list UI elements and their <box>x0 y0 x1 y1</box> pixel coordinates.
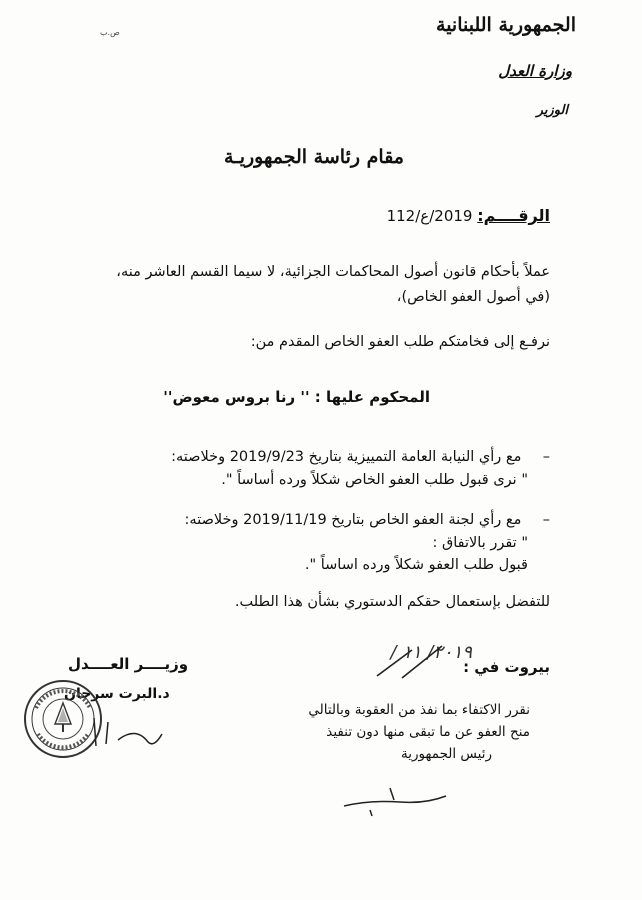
handwritten-date-stroke <box>372 638 472 688</box>
place-date-label: بيروت في : <box>463 658 550 676</box>
convict-name-line: المحكوم عليها : '' رنا بروس معوض'' <box>163 388 430 406</box>
minister-signature <box>88 712 168 754</box>
header-minister: الوزير <box>536 103 568 118</box>
president-decision-line-1: نقرر الاكتفاء بما نفذ من العقوبة وبالتالي <box>308 702 530 718</box>
opinion-2-line-1 <box>185 512 550 528</box>
opinion-1-text: مع رأي النيابة العامة التمييزية بتاريخ 2019/9/23 وخلاصته: <box>171 449 522 465</box>
addressee-title: مقام رئاسة الجمهوريـة <box>223 146 404 168</box>
opinion-2-line-3: قبول طلب العفو شكلاً ورده اساساً ". <box>304 557 528 573</box>
opinion-2-text: مع رأي لجنة العفو الخاص بتاريخ 2019/11/19 وخلاصته: <box>184 512 522 528</box>
intro-line-2: (في أصول العفو الخاص)، <box>396 289 550 305</box>
bullet-dash: – <box>542 512 550 528</box>
header-republic: الجمهورية اللبنانية <box>436 14 576 36</box>
minister-name: د.البرت سرحان <box>64 686 170 702</box>
closing-line: للتفضل بإستعمال حقكم الدستوري بشأن هذا الطلب. <box>234 594 550 610</box>
reference-line <box>387 206 550 225</box>
opinion-2-line-2: " تقرر بالاتفاق : <box>432 535 528 551</box>
reference-number: 2019/ع/112 <box>386 207 473 225</box>
opinion-1-line-1 <box>171 449 550 465</box>
president-signature <box>340 786 450 818</box>
header-ministry: وزارة العدل <box>498 62 572 80</box>
corner-mark: ص.ب <box>100 28 120 37</box>
minister-title: وزيــــر العــــدل <box>68 655 189 673</box>
bullet-dash: – <box>542 449 550 465</box>
opinion-1-line-2: " نرى قبول طلب العفو الخاص شكلاً ورده أساساً ". <box>221 472 528 488</box>
reference-label: الرقــــم: <box>477 206 550 225</box>
handwritten-date: ٢٠١٩/ ١١ / <box>390 642 472 663</box>
request-line: نرفـع إلى فخامتكم طلب العفو الخاص المقدم من: <box>250 334 550 350</box>
president-decision-line-2: منح العفو عن ما تبقى منها دون تنفيذ <box>326 724 530 740</box>
president-title: رئيس الجمهورية <box>401 746 492 762</box>
intro-line-1: عملاً بأحكام قانون أصول المحاكمات الجزائية، لا سيما القسم العاشر منه، <box>116 264 550 280</box>
